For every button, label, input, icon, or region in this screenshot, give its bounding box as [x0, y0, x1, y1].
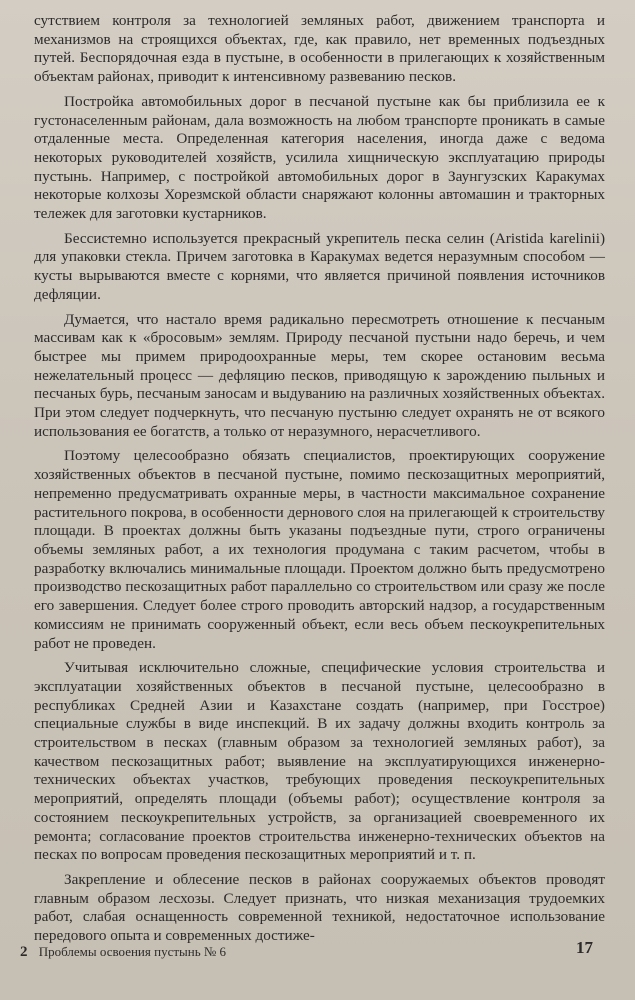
paragraph: Учитывая исключительно сложные, специфические условия строительства и эксплуатации хозяйственных объектов в песчаной пустыне, целесообразно в республиках Средней Азии и Казахстане создать (например, при Госстрое) специальные службы в виде инспекций. В их задачу должны входить контроль за строительством в песках (главным образом за технологией земляных работ), за качеством пескозащитных работ; выявление на эксплуатирующихся инженерно-технических объектах участков, требующих проведения пескоукрепительных мероприятий, определять площади (объемы работ); осуществление контроля за состоянием пескоукрепительных устройств, за организацией своевременного их ремонта; согласование проектов строительства инженерно-технических объектов на песках по вопросам проведения пескозащитных мероприятий и т. п. — [34, 659, 605, 864]
paragraph: Поэтому целесообразно обязать специалистов, проектирующих сооружение хозяйственных объектов в песчаной пустыне, помимо пескозащитных мероприятий, непременно предусматривать охранные меры, в частности максимальное сохранение растительного покрова, в особенности дернового слоя на прилегающей к строительству площади. В проектах должны быть указаны подъездные пути, строго ограничены объемы земляных работ, а их технология продумана с таким расчетом, чтобы в разработку включались минимальные площади. Проектом должно быть предусмотрено производство пескозащитных работ параллельно со строительством или сразу же после его завершения. Следует более строго проводить авторский надзор, а государственным комиссиям не принимать сооруженный объект, если весь объем пескоукрепительных работ не проведен. — [34, 447, 605, 652]
paragraph: Постройка автомобильных дорог в песчаной пустыне как бы приблизила ее к густонаселенным районам, дала возможность на любом транспорте проникать в самые отдаленные места. Определенная категория населения, иногда даже с ведома некоторых руководителей хозяйств, усилила хищническую эксплуатацию природы пустынь. Например, с постройкой автомобильных дорог в Заунгузских Каракумах некоторые колхозы Хорезмской области снаряжают колонны автомашин и тракторных тележек для заготовки кустарников. — [34, 92, 605, 223]
page-number: 17 — [576, 938, 593, 957]
paragraph: Бессистемно используется прекрасный укрепитель песка селин (Aristida karelinii) для упаковки стекла. Причем заготовка в Каракумах ведется неразумным способом — кусты вырываются вместе с корнями, что является причиной появления источников дефляции. — [34, 229, 605, 303]
signature-text: Проблемы освоения пустынь № 6 — [38, 944, 227, 959]
signature-mark — [20, 944, 226, 961]
paragraph: сутствием контроля за технологией земляных работ, движением транспорта и механизмов на строящихся объектах, где, как правило, нет временных подъездных путей. Беспорядочная езда в пустыне, в особенности в прилегающих к хозяйственным объектам районах, приводит к интенсивному развеванию песков. — [34, 12, 605, 86]
signature-number: 2 — [20, 944, 28, 960]
paragraph: Думается, что настало время радикально пересмотреть отношение к песчаным массивам как к «бросовым» землям. Природу песчаной пустыни надо беречь, и чем быстрее мы примем природоохранные меры, тем скорее остановим весьма нежелательный процесс — дефляцию песков, приводящую к зарождению пыльных и песчаных бурь, песчаным заносам и выдуванию на различных хозяйственных объектах. При этом следует подчеркнуть, что песчаную пустыню следует охранять не от всякого использования ее богатств, а только от неразумного, нерасчетливого. — [34, 310, 605, 440]
page-footer — [20, 938, 593, 964]
paragraph: Закрепление и облесение песков в районах сооружаемых объектов проводят главным образом лесхозы. Следует признать, что низкая механизация трудоемких работ, слабая оснащенность современной техникой, недостаточное использование передового опыта и современных достиже- — [34, 870, 605, 945]
